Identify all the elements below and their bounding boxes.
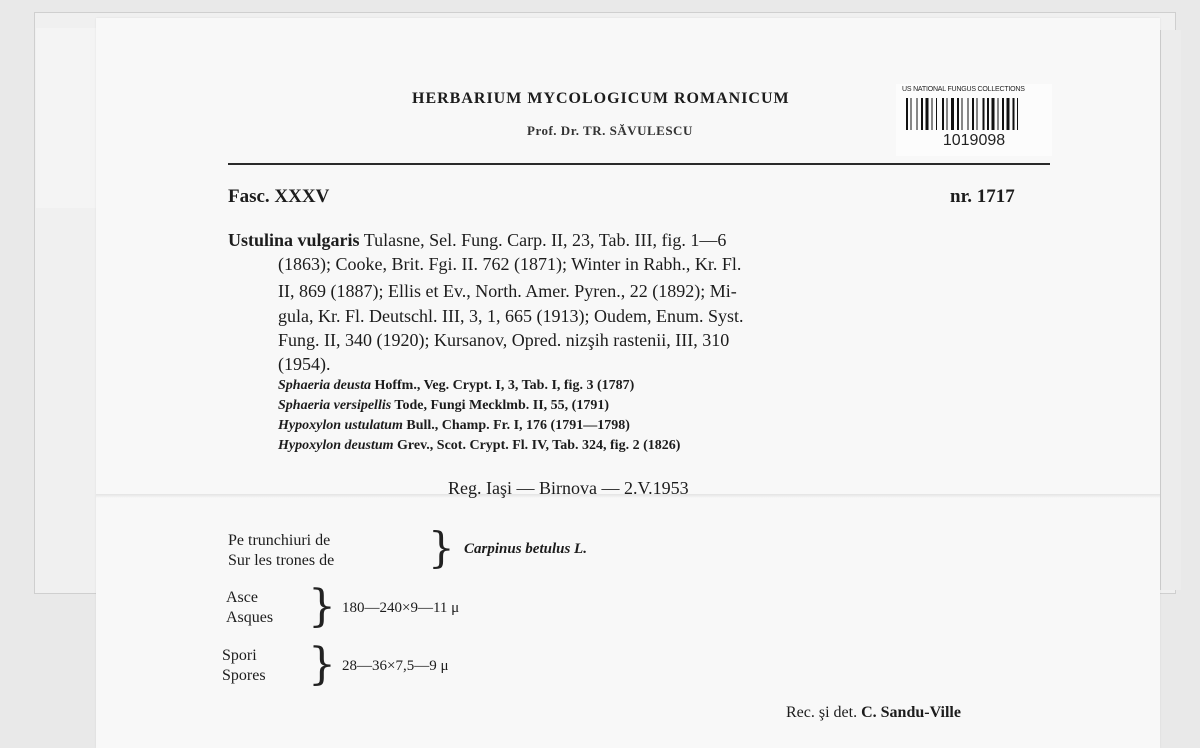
barcode-bar (936, 98, 937, 130)
citation-line (228, 230, 726, 251)
synonym-name: Hypoxylon ustulatum (278, 418, 403, 433)
citation-text: Tulasne, Sel. Fung. Carp. II, 23, Tab. III, fig. 1—6 (363, 230, 727, 250)
barcode-label (896, 84, 1052, 156)
barcode-number: 1019098 (942, 132, 1006, 149)
synonym-name: Sphaeria versipellis (278, 398, 392, 413)
barcode-bar (972, 98, 974, 130)
synonym-reference: Grev., Scot. Crypt. Fl. IV, Tab. 324, fig. 2 (1826) (397, 438, 681, 453)
substrate-value: Carpinus betulus L. (464, 541, 587, 557)
locality-date: Reg. Iaşi — Birnova — 2.V.1953 (448, 478, 689, 498)
determiner-prefix: Rec. şi det. (786, 704, 858, 721)
barcode-bar (962, 98, 963, 130)
synonym-name: Hypoxylon deustum (278, 438, 394, 453)
barcode-bar (977, 98, 978, 130)
barcode-bar (983, 98, 985, 130)
determiner-name: C. Sandu-Ville (861, 704, 961, 721)
spores-label (222, 646, 266, 686)
barcode-icon (906, 98, 1042, 130)
barcode-bar (957, 98, 959, 130)
spores-label-fr: Spores (222, 667, 266, 684)
barcode-bar (1017, 98, 1018, 130)
barcode-bar (992, 98, 995, 130)
citation-line: Fung. II, 340 (1920); Kursanov, Opred. nizşih rastenii, III, 310 (278, 330, 730, 350)
fascicle: Fasc. XXXV (228, 186, 330, 207)
species-name: Ustulina vulgaris (228, 230, 360, 250)
asci-label-ro: Asce (226, 589, 258, 606)
barcode-bar (917, 98, 918, 130)
synonym-line (278, 436, 680, 456)
barcode-bar (932, 98, 933, 130)
barcode-bar (1007, 98, 1010, 130)
brace-icon: } (308, 581, 336, 632)
citation-line: (1863); Cooke, Brit. Fgi. II. 762 (1871); Winter in Rabh., Kr. Fl. (278, 254, 742, 274)
asci-label-fr: Asques (226, 609, 274, 626)
specimen-number: nr. 1717 (950, 186, 1015, 207)
asci-label (226, 588, 273, 628)
synonym-line (278, 376, 634, 396)
brace-icon: } (428, 523, 455, 572)
barcode-caption: US NATIONAL FUNGUS COLLECTIONS (902, 86, 1025, 93)
citation-line: II, 869 (1887); Ellis et Ev., North. Amer. Pyren., 22 (1892); Mi- (278, 281, 737, 301)
envelope-edge (1160, 30, 1181, 590)
brace-icon: } (308, 639, 336, 690)
synonym-name: Sphaeria deusta (278, 378, 371, 393)
substrate-label (228, 531, 334, 571)
barcode-bar (1013, 98, 1015, 130)
herbarium-director: Prof. Dr. TR. SĂVULESCU (527, 123, 693, 138)
barcode-bar (921, 98, 923, 130)
herbarium-title: HERBARIUM MYCOLOGICUM ROMANICUM (412, 90, 790, 107)
asci-measurement: 180—240×9—11 μ (342, 600, 460, 616)
spores-label-ro: Spori (222, 647, 257, 664)
synonym-line (278, 416, 630, 436)
barcode-bar (1002, 98, 1004, 130)
barcode-bar (951, 98, 954, 130)
barcode-bar (968, 98, 969, 130)
barcode-bar (906, 98, 908, 130)
barcode-bar (947, 98, 948, 130)
barcode-bar (942, 98, 944, 130)
synonym-reference: Tode, Fungi Mecklmb. II, 55, (1791) (394, 398, 609, 413)
synonym-reference: Bull., Champ. Fr. I, 176 (1791—1798) (406, 418, 630, 433)
header-rule (228, 163, 1050, 165)
barcode-bar (926, 98, 929, 130)
citation-line: gula, Kr. Fl. Deutschl. III, 3, 1, 665 (1913); Oudem, Enum. Syst. (278, 306, 744, 326)
substrate-label-fr: Sur les trones de (228, 552, 335, 569)
synonym-reference: Hoffm., Veg. Crypt. I, 3, Tab. I, fig. 3 (1787) (374, 378, 635, 393)
barcode-bar (998, 98, 999, 130)
barcode-bar (911, 98, 912, 130)
spores-measurement: 28—36×7,5—9 μ (342, 658, 449, 674)
synonym-line (278, 396, 609, 416)
substrate-label-ro: Pe trunchiuri de (228, 532, 331, 549)
citation-line: (1954). (278, 354, 331, 374)
barcode-bar (987, 98, 989, 130)
determiner (786, 704, 961, 722)
envelope-flap (36, 28, 97, 208)
